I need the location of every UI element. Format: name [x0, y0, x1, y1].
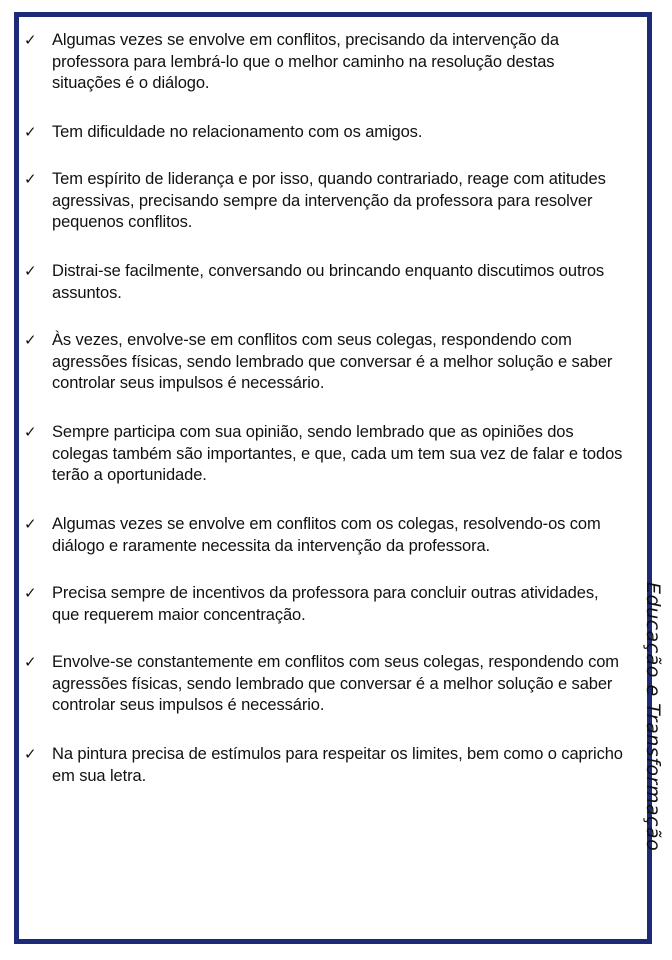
- check-icon: ✓: [24, 123, 37, 141]
- list-item: [24, 652, 624, 717]
- list-item: [24, 744, 624, 787]
- check-icon: ✓: [24, 745, 37, 763]
- list-item: [24, 422, 624, 487]
- list-item-text: Distrai-se facilmente, conversando ou brincando enquanto discutimos outros assuntos.: [52, 262, 605, 302]
- list-item: [24, 514, 624, 557]
- list-item: [24, 261, 624, 304]
- list-item-text: Às vezes, envolve-se em conflitos com seus colegas, respondendo com agressões físicas, sendo lembrado que conversar é a melhor solução e saber controlar seus impulsos é necessário.: [52, 331, 613, 392]
- list-item: [24, 169, 624, 234]
- check-icon: ✓: [24, 584, 37, 602]
- check-icon: ✓: [24, 653, 37, 671]
- list-item-text: Envolve-se constantemente em conflitos com seus colegas, respondendo com agressões físicas, sendo lembrado que conversar é a melhor solução e saber controlar seus impulsos é necessário.: [52, 653, 619, 714]
- list-item: [24, 583, 624, 626]
- list-item-text: Tem dificuldade no relacionamento com os amigos.: [52, 123, 423, 141]
- list-item-text: Algumas vezes se envolve em conflitos com os colegas, resolvendo-os com diálogo e raramente necessita da intervenção da professora.: [52, 515, 601, 555]
- list-item: [24, 122, 624, 144]
- side-credit: [642, 582, 664, 912]
- list-item-text: Tem espírito de liderança e por isso, quando contrariado, reage com atitudes agressivas, precisando sempre da intervenção da professora para resolver pequenos conflitos.: [52, 170, 606, 231]
- list-item-text: Na pintura precisa de estímulos para respeitar os limites, bem como o capricho em sua letra.: [52, 745, 623, 785]
- check-icon: ✓: [24, 170, 37, 188]
- list-item-text: Sempre participa com sua opinião, sendo lembrado que as opiniões dos colegas também são importantes, e que, cada um tem sua vez de falar e todos terão a oportunidade.: [52, 423, 623, 484]
- check-icon: ✓: [24, 331, 37, 349]
- list-item-text: Algumas vezes se envolve em conflitos, precisando da intervenção da professora para lembrá-lo que o melhor caminho na resolução destas situações é o diálogo.: [52, 31, 559, 92]
- list-item-text: Precisa sempre de incentivos da professora para concluir outras atividades, que requerem maior concentração.: [52, 584, 599, 624]
- side-credit-text: Educação e Transformação: [642, 582, 664, 852]
- list-item: [24, 330, 624, 395]
- check-icon: ✓: [24, 515, 37, 533]
- check-icon: ✓: [24, 423, 37, 441]
- list-item: [24, 30, 624, 95]
- check-icon: ✓: [24, 31, 37, 49]
- check-icon: ✓: [24, 262, 37, 280]
